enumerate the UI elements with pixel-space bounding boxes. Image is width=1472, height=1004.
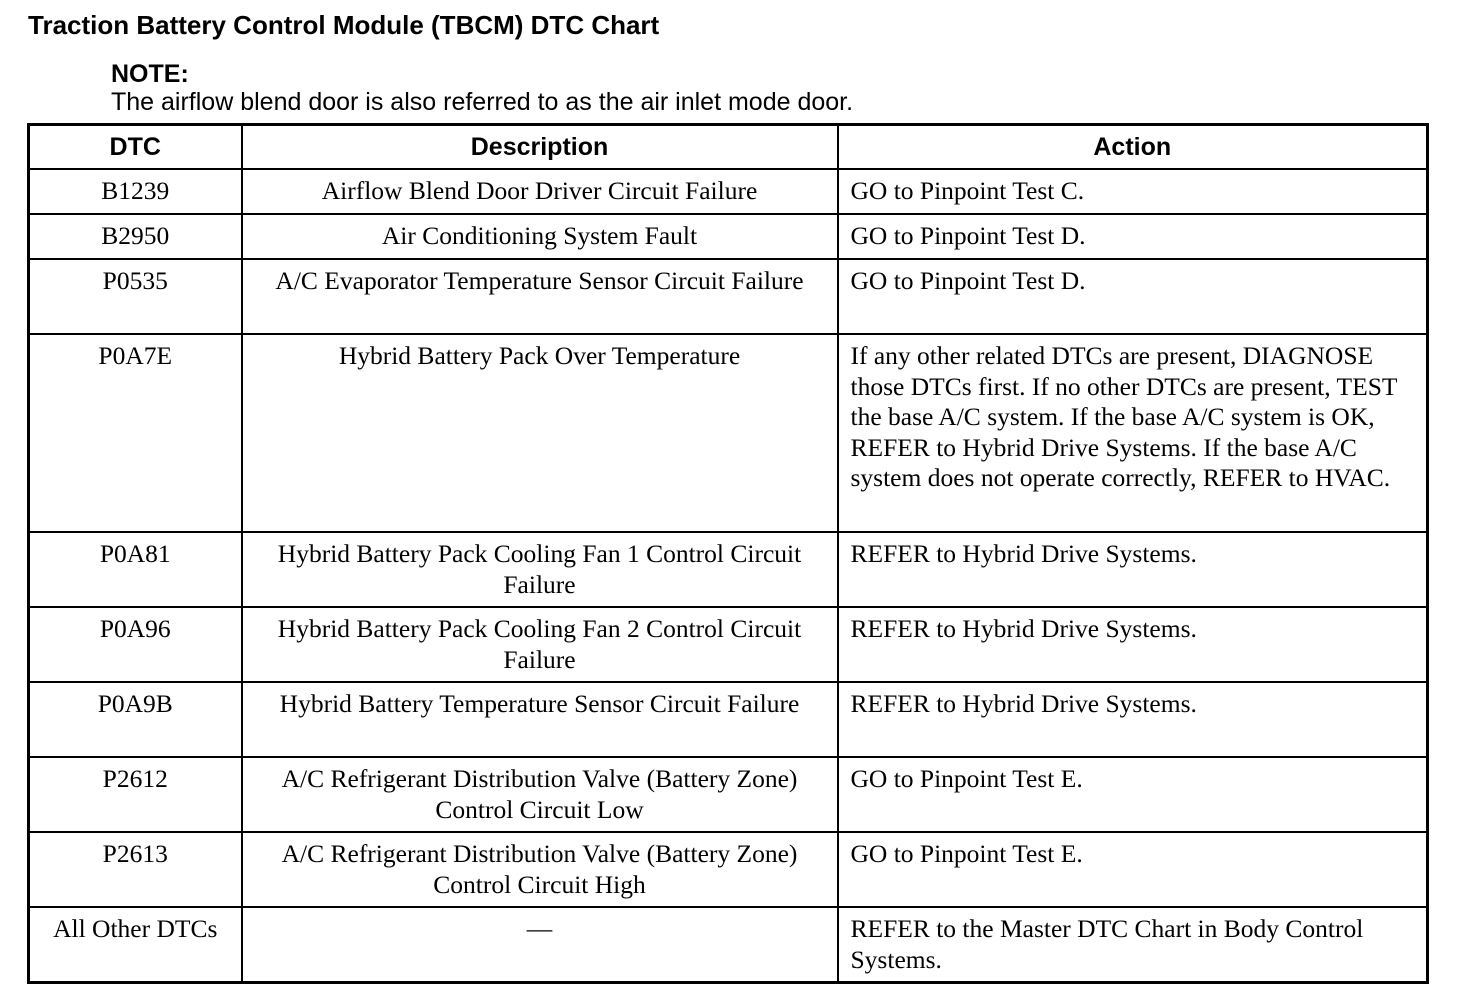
- dtc-action: GO to Pinpoint Test C.: [838, 169, 1428, 214]
- table-row: [29, 214, 1428, 259]
- table-header-row: [29, 125, 1428, 170]
- dtc-description: Hybrid Battery Temperature Sensor Circuit Failure: [242, 682, 838, 757]
- dtc-description: Airflow Blend Door Driver Circuit Failure: [242, 169, 838, 214]
- column-header-description: Description: [242, 125, 838, 170]
- dtc-description: Hybrid Battery Pack Cooling Fan 1 Control Circuit Failure: [242, 532, 838, 607]
- table-row: [29, 757, 1428, 832]
- dtc-code: P0A96: [29, 607, 242, 682]
- page-title: Traction Battery Control Module (TBCM) DTC Chart: [28, 10, 660, 40]
- dtc-code: P0535: [29, 259, 242, 334]
- dtc-action: GO to Pinpoint Test D.: [838, 214, 1428, 259]
- table-row: [29, 334, 1428, 532]
- table-row: [29, 607, 1428, 682]
- column-header-dtc: DTC: [29, 125, 242, 170]
- dtc-description: Air Conditioning System Fault: [242, 214, 838, 259]
- dtc-action: GO to Pinpoint Test E.: [838, 832, 1428, 907]
- dtc-action: If any other related DTCs are present, DIAGNOSE those DTCs first. If no other DTCs are present, TEST the base A/C system. If the base A/C system is OK, REFER to Hybrid Drive Systems. If the base A/C system does not operate correctly, REFER to HVAC.: [838, 334, 1428, 532]
- dtc-description: —: [242, 907, 838, 983]
- note-label: NOTE:: [111, 60, 189, 88]
- dtc-code: B2950: [29, 214, 242, 259]
- dtc-chart-table: [27, 123, 1429, 984]
- dtc-code: P0A7E: [29, 334, 242, 532]
- dtc-description: A/C Refrigerant Distribution Valve (Battery Zone) Control Circuit High: [242, 832, 838, 907]
- dtc-description: A/C Refrigerant Distribution Valve (Battery Zone) Control Circuit Low: [242, 757, 838, 832]
- table-row: [29, 169, 1428, 214]
- dtc-action: GO to Pinpoint Test D.: [838, 259, 1428, 334]
- dtc-code: B1239: [29, 169, 242, 214]
- table-row: [29, 532, 1428, 607]
- dtc-description: A/C Evaporator Temperature Sensor Circuit Failure: [242, 259, 838, 334]
- dtc-code: P2612: [29, 757, 242, 832]
- dtc-action: GO to Pinpoint Test E.: [838, 757, 1428, 832]
- dtc-code: P0A81: [29, 532, 242, 607]
- dtc-action: REFER to Hybrid Drive Systems.: [838, 607, 1428, 682]
- table-row: [29, 682, 1428, 757]
- dtc-code: P0A9B: [29, 682, 242, 757]
- note-text: The airflow blend door is also referred to as the air inlet mode door.: [111, 88, 854, 116]
- table-row: [29, 907, 1428, 983]
- dtc-code: P2613: [29, 832, 242, 907]
- dtc-code: All Other DTCs: [29, 907, 242, 983]
- column-header-action: Action: [838, 125, 1428, 170]
- dtc-action: REFER to the Master DTC Chart in Body Control Systems.: [838, 907, 1428, 983]
- dtc-description: Hybrid Battery Pack Cooling Fan 2 Control Circuit Failure: [242, 607, 838, 682]
- table-row: [29, 259, 1428, 334]
- dtc-action: REFER to Hybrid Drive Systems.: [838, 532, 1428, 607]
- dtc-description: Hybrid Battery Pack Over Temperature: [242, 334, 838, 532]
- dtc-action: REFER to Hybrid Drive Systems.: [838, 682, 1428, 757]
- table-row: [29, 832, 1428, 907]
- note: [111, 60, 853, 116]
